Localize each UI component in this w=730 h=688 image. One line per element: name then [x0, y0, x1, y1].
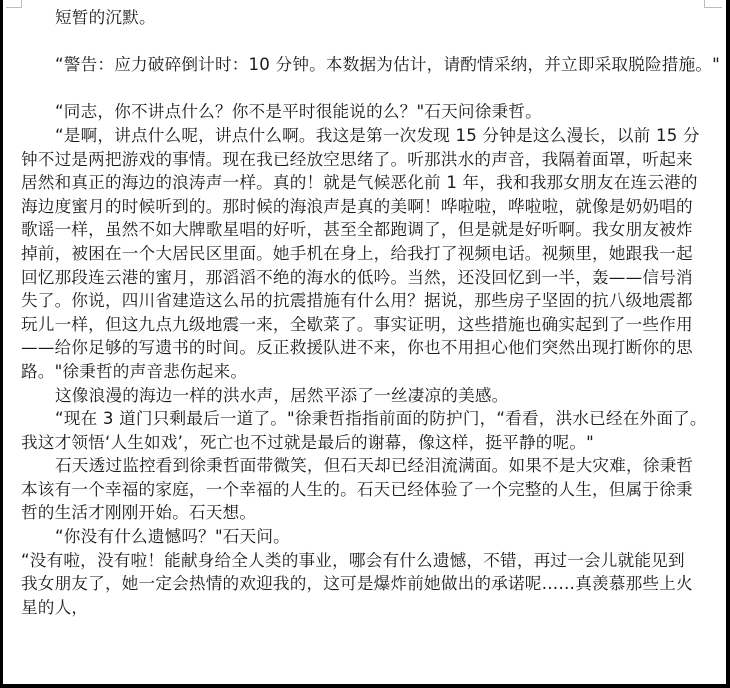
paragraph: [21, 454, 711, 478]
text-line: 石天透过监控看到徐秉哲面带微笑，但石天却已经泪流满面。如果不是大灾难，徐秉哲: [55, 456, 694, 476]
text-line: 本该有一个幸福的家庭，一个幸福的人生的。石天已经体验了一个完整的人生，但属于徐秉: [21, 479, 693, 499]
text-line: 掉前，被困在一个大居民区里面。她手机在身上，给我打了视频电话。视频里，她跟我一起: [21, 243, 693, 263]
paragraph: [21, 549, 711, 620]
text-line: 钟不过是两把游戏的事情。现在我已经放空思绪了。听那洪水的声音，我隔着面罩，听起来: [21, 149, 693, 169]
text-line: 玩儿一样，但这九点九级地震一来，全歇菜了。事实证明，这些措施也确实起到了一些作用: [21, 314, 693, 334]
paragraph-continuation: [21, 478, 711, 525]
crop-mark-top-left: [6, 0, 22, 8]
text-line: 哲的生活才刚刚开始。石天想。: [21, 503, 257, 523]
text-line: “警告：应力破碎倒计时：10 分钟。本数据为估计，请酌情采纳，并立即采取脱险措施。": [55, 55, 721, 75]
text-line: “是啊，讲点什么呢，讲点什么啊。我这是第一次发现 15 分钟是这么漫长，以前 15 分: [55, 125, 700, 145]
text-line: 短暂的沉默。: [55, 8, 156, 27]
document-body[interactable]: [21, 6, 721, 619]
text-line: 这像浪漫的海边一样的洪水声，居然平添了一丝凄凉的美感。: [55, 385, 509, 405]
empty-paragraph: [21, 77, 711, 101]
text-line: “没有啦，没有啦！能献身给全人类的事业，哪会有什么遗憾，不错，再过一会儿就能见到: [21, 550, 685, 570]
text-line: 回忆那段连云港的蜜月，那滔滔不绝的海水的低吟。当然，还没回忆到一半，轰——信号消: [21, 267, 693, 287]
text-line: 星的人，: [21, 597, 89, 617]
text-line: 我女朋友了，她一定会热情的欢迎我的，这可是爆炸前她做出的承诺呢……真羡慕那些上火: [21, 574, 693, 594]
text-line: 路。"徐秉哲的声音悲伤起来。: [21, 361, 248, 381]
paragraph: [21, 100, 711, 124]
text-line: ——给你足够的写遗书的时间。反正救援队进不来，你也不用担心他们突然出现打断你的思: [21, 338, 693, 358]
paragraph: [21, 53, 721, 77]
text-line: “同志，你不讲点什么？你不是平时很能说的么？"石天问徐秉哲。: [55, 102, 542, 122]
paragraph: [21, 384, 711, 408]
empty-paragraph: [21, 30, 711, 54]
text-line: 居然和真正的海边的浪涛声一样。真的！就是气候恶化前 1 年，我和我那女朋友在连云港的: [21, 173, 698, 193]
paragraph: [21, 525, 711, 549]
paragraph-continuation: [21, 148, 711, 384]
text-line: 我这才领悟‘人生如戏’，死亡也不过就是最后的谢幕，像这样，挺平静的呢。": [21, 432, 594, 452]
text-line: “你没有什么遗憾吗？"石天问。: [55, 527, 290, 547]
text-line: 失了。你说，四川省建造这么吊的抗震措施有什么用？据说，那些房子坚固的抗八级地震都: [21, 291, 693, 311]
paragraph-continuation: [21, 431, 711, 455]
text-line: “现在 3 道门只剩最后一道了。"徐秉哲指指前面的防护门，“看看，洪水已经在外面了。: [55, 409, 707, 429]
paragraph: [21, 407, 711, 431]
text-line: 歌谣一样，虽然不如大牌歌星唱的好听，甚至全都跑调了，但是就是好听啊。我女朋友被炸: [21, 220, 693, 240]
paragraph: [21, 124, 711, 148]
paragraph: [21, 6, 711, 30]
text-line: 海边度蜜月的时候听到的。那时候的海浪声是真的美啊！哗啦啦，哗啦啦，就像是奶奶唱的: [21, 196, 693, 216]
